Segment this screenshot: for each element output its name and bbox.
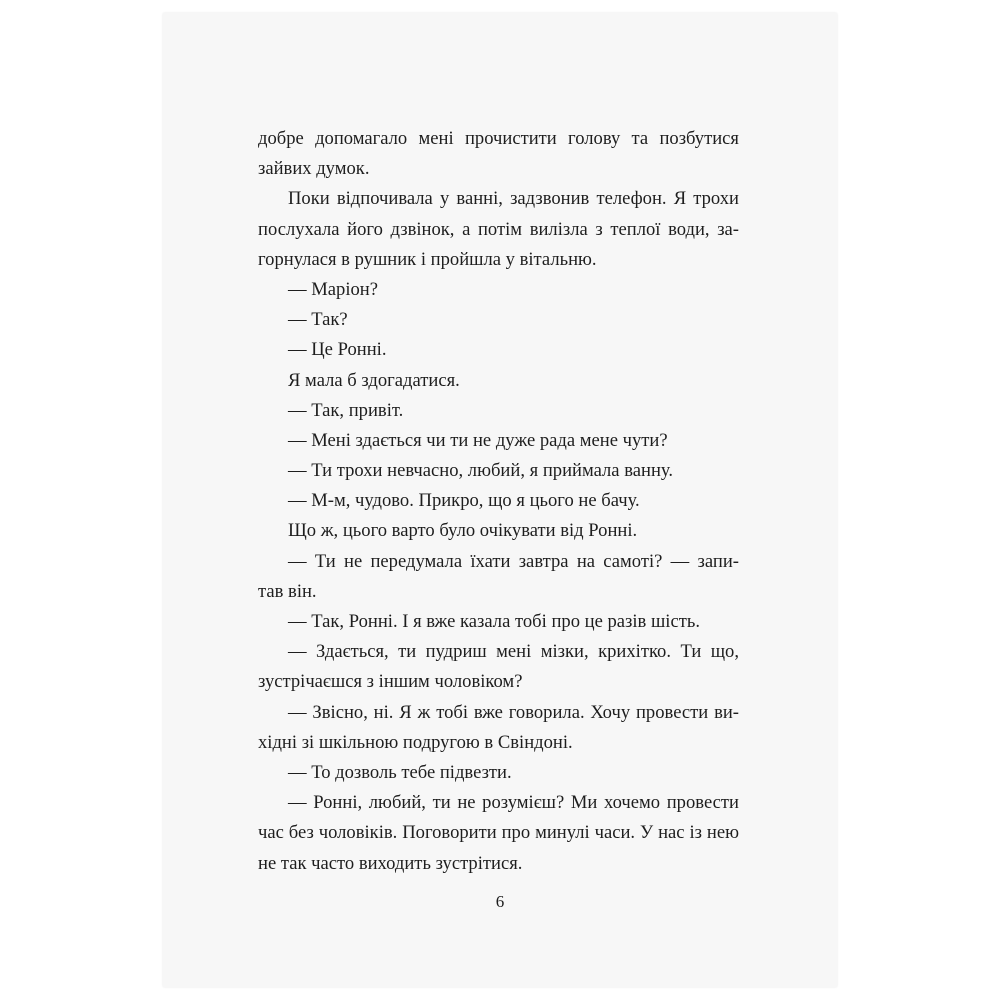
text-line: тав він. bbox=[258, 580, 317, 602]
text-line: — Так, Ронні. І я вже казала тобі про це разів шість. bbox=[288, 611, 700, 632]
text-line: — Так? bbox=[288, 309, 348, 331]
text-line: не так часто виходить зустрітися. bbox=[258, 852, 523, 874]
page-number: 6 bbox=[495, 892, 505, 911]
text-line: — То дозволь тебе підвезти. bbox=[288, 761, 512, 783]
page-body-text bbox=[258, 124, 739, 879]
text-line: Поки відпочивала у ванні, задзвонив телефон. Я трохи bbox=[288, 188, 739, 210]
text-line: Я мала б здогадатися. bbox=[288, 369, 460, 391]
text-line: — Ти не передумала їхати завтра на самоті? — запи- bbox=[288, 550, 739, 572]
text-line: — Ти трохи невчасно, любий, я приймала ванну. bbox=[288, 460, 673, 482]
text-line: хідні зі шкільною подругою в Свіндоні. bbox=[258, 731, 573, 753]
text-line: — Звісно, ні. Я ж тобі вже говорила. Хочу провести ви- bbox=[288, 701, 739, 723]
text-line: — Так, привіт. bbox=[288, 399, 404, 421]
text-line: добре допомагало мені прочистити голову та позбутися bbox=[258, 128, 739, 149]
book-page bbox=[163, 13, 837, 987]
text-line: зайвих думок. bbox=[258, 158, 370, 180]
text-line: — Маріон? bbox=[288, 278, 378, 300]
text-line: — Ронні, любий, ти не розумієш? Ми хочемо провести bbox=[288, 792, 739, 814]
text-line: — Здається, ти пудриш мені мізки, крихітко. Ти що, bbox=[288, 641, 739, 663]
text-line: Що ж, цього варто було очікувати від Ронні. bbox=[288, 520, 638, 542]
text-line: послухала його дзвінок, а потім вилізла з теплої води, за- bbox=[258, 218, 739, 240]
text-line: — М-м, чудово. Прикро, що я цього не бачу. bbox=[288, 490, 640, 512]
text-line: час без чоловіків. Поговорити про минулі часи. У нас із нею bbox=[258, 822, 739, 844]
text-line: зустрічаєшся з іншим чоловіком? bbox=[258, 671, 523, 693]
text-line: — Це Ронні. bbox=[288, 339, 387, 361]
text-line: — Мені здається чи ти не дуже рада мене чути? bbox=[288, 429, 668, 451]
text-line: горнулася в рушник і пройшла у вітальню. bbox=[258, 248, 597, 270]
